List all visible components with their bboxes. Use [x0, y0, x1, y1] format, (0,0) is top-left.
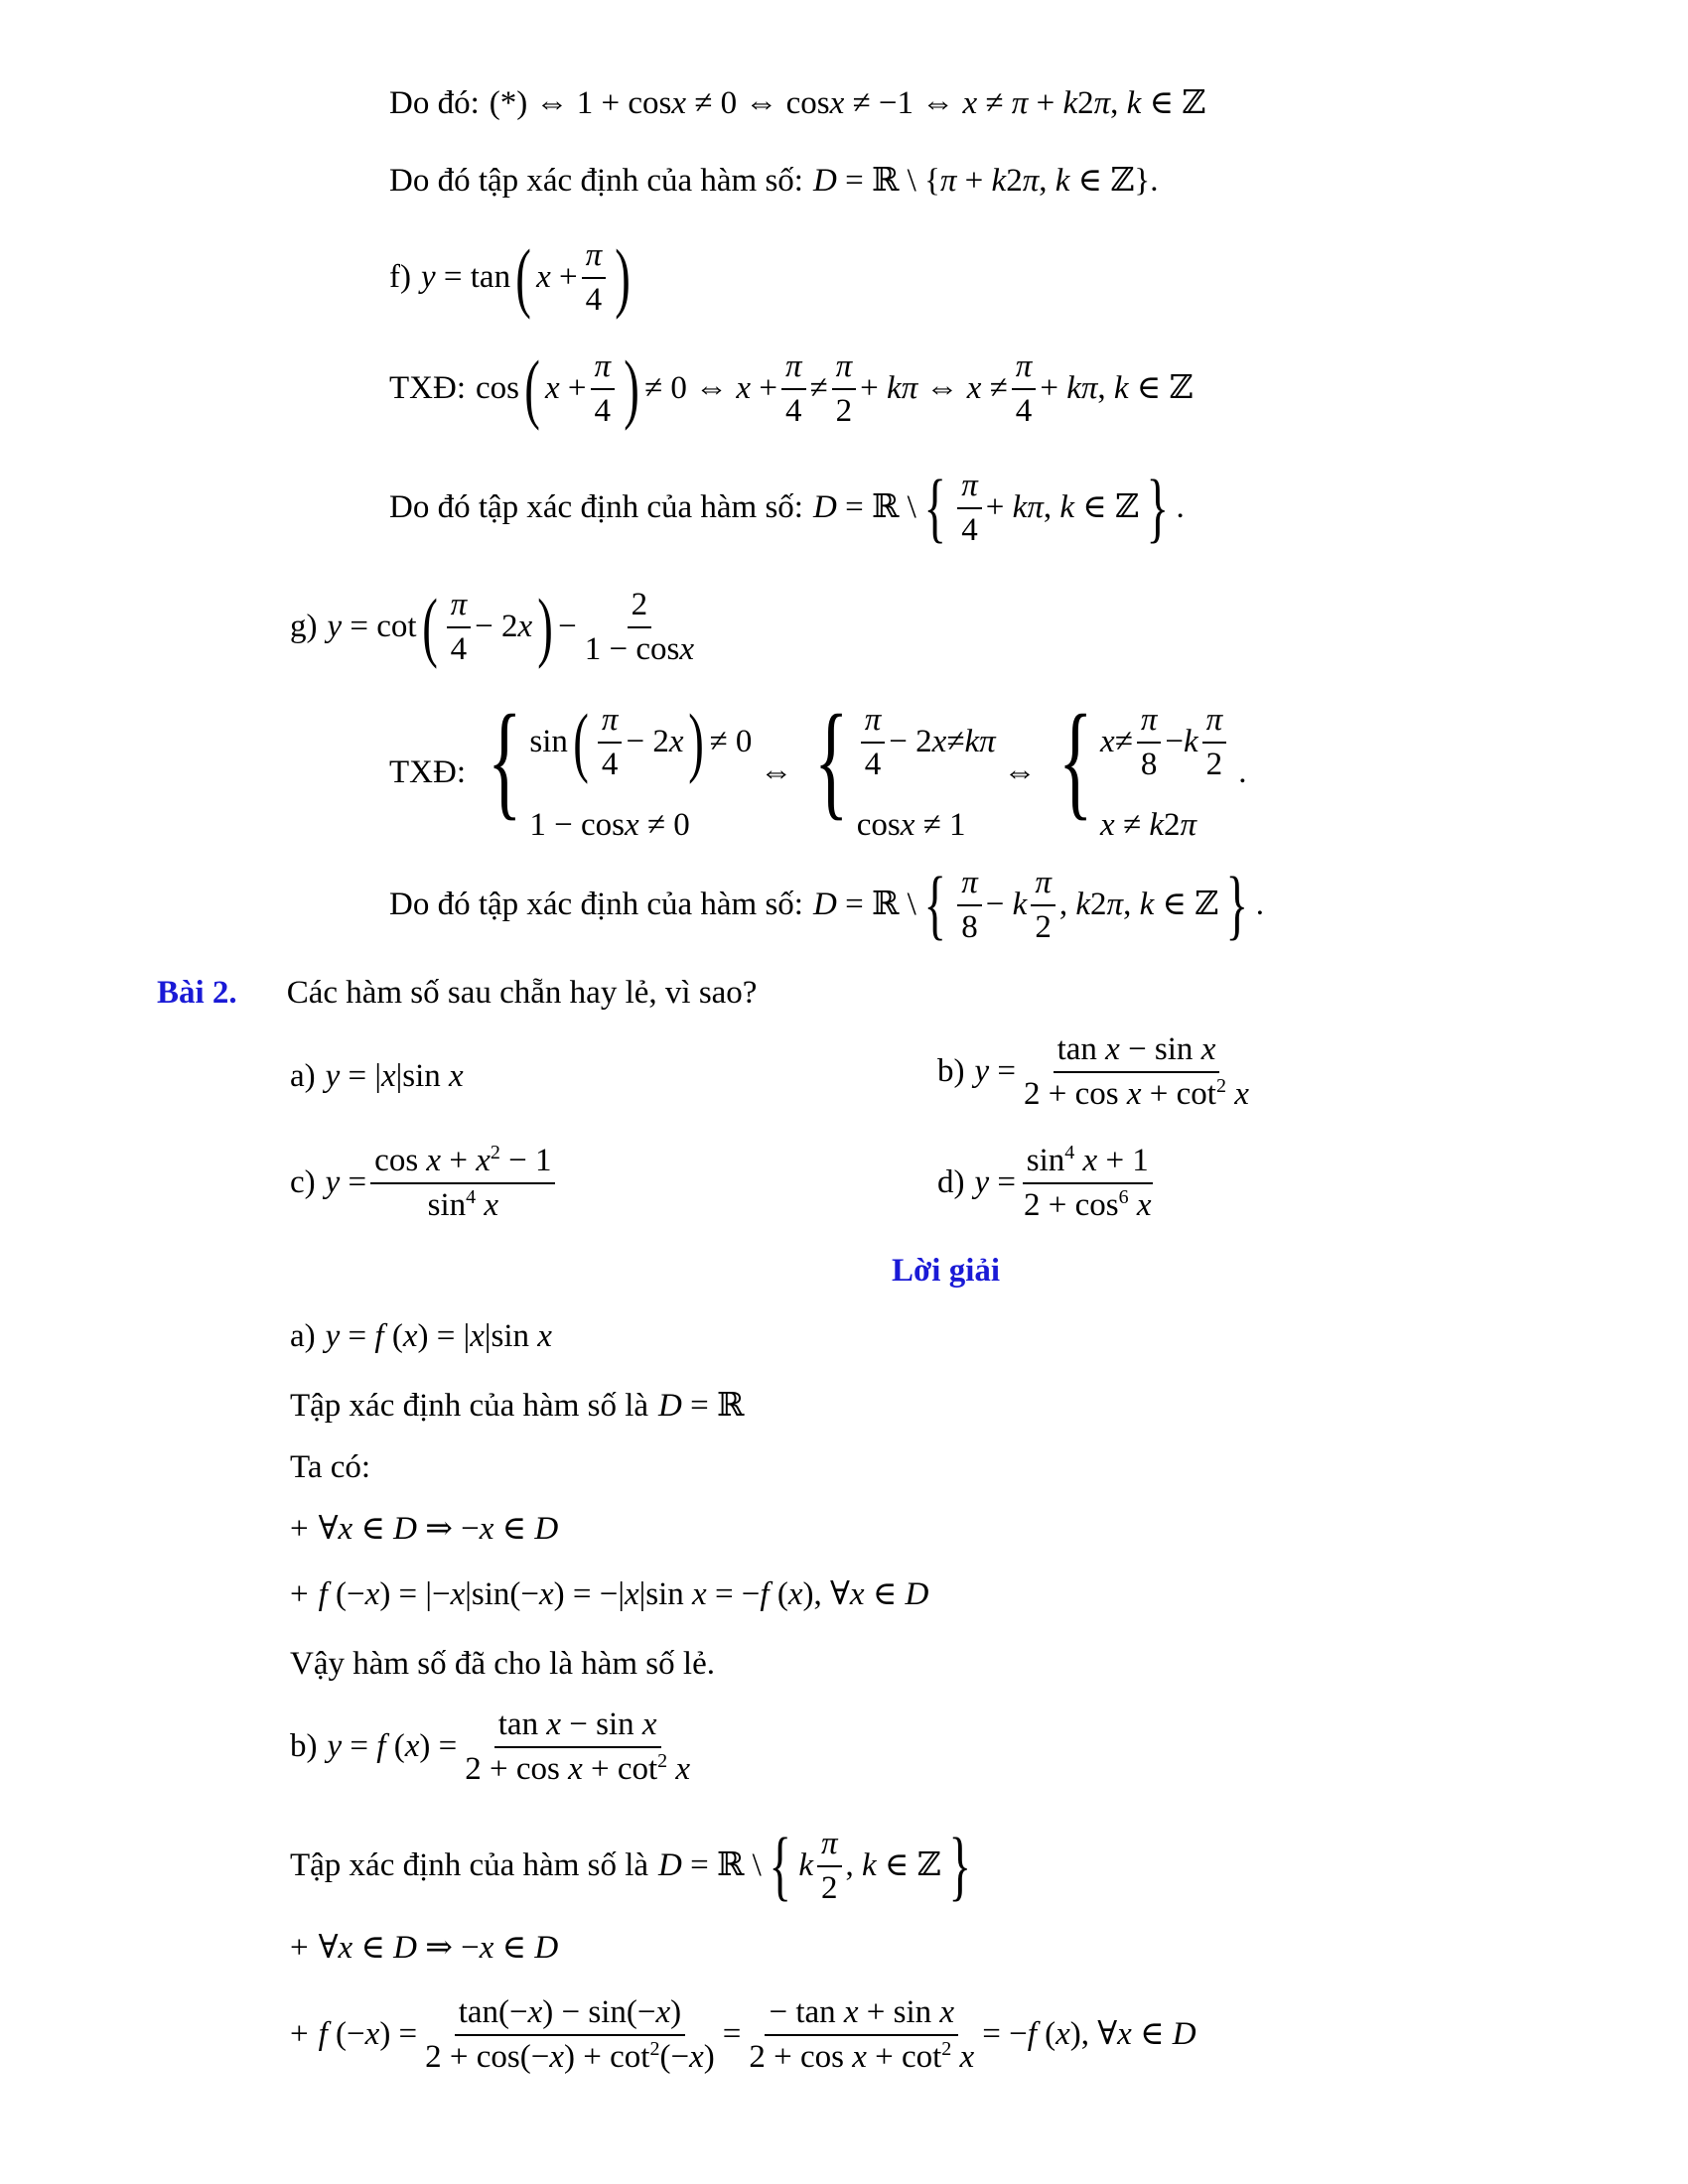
- solution-title: Lời giải: [892, 1253, 1001, 1289]
- txd-label: TXĐ:: [389, 753, 466, 790]
- line-bai-2: [157, 977, 757, 1010]
- exercise-question: Các hàm số sau chẵn hay lẻ, vì sao?: [286, 975, 758, 1011]
- label-a: a): [290, 1058, 316, 1094]
- line-f-function: f) y = tan ( x + $\frac{\pi}{4}$ ): [389, 233, 631, 321]
- label-b: b): [290, 1728, 318, 1765]
- label-f: f): [389, 259, 411, 296]
- ta-co-label: Ta có:: [290, 1449, 371, 1485]
- label-g: g): [290, 609, 318, 645]
- sol-b-def: b) y = f (x) = $\frac{\text{tan x − sin x}}{2 + \cos x + \cot^2 x}$: [290, 1706, 691, 1787]
- system-2: { $\frac{\pi}{4}$ − 2 x ≠ kπ cosx ≠ 1: [814, 689, 996, 844]
- solution-heading: [892, 1255, 1000, 1288]
- domain-label: Tập xác định của hàm số là: [290, 1847, 649, 1884]
- domain-label: Do đó tập xác định của hàm số:: [389, 887, 803, 923]
- plus-bullet: +: [290, 2016, 309, 2053]
- line-domain-e: [389, 165, 1159, 198]
- math-expr: y = tan: [420, 259, 511, 296]
- plus-bullet: +: [290, 1930, 309, 1966]
- system-3: { x ≠ $\frac{\pi}{8}$ − k $\frac{\pi}{2}$ x ≠ k2π: [1045, 703, 1231, 842]
- line-txd-f: TXĐ: cos ( x + $\frac{\pi}{4}$ ) ≠ 0 ⇔ x + $\frac{\pi}{4}$ ≠ $\frac{\pi}{2}$ + kπ ⇔ x ≠ $\frac{\pi}{4}$ + kπ, k ∈ ℤ: [389, 344, 1194, 432]
- sol-b-step1: + ∀x ∈ D ⇒ −x ∈ D: [290, 1930, 559, 1966]
- label-c: c): [290, 1164, 316, 1201]
- domain-label: Do đó tập xác định của hàm số:: [389, 163, 803, 199]
- line-do-do-equivalence: [389, 87, 1205, 120]
- system-1: { sin ( $\frac{\pi}{4}$ − 2 x ) ≠ 0 1 − cosx ≠ 0: [488, 689, 753, 844]
- conclusion: Vậy hàm số đã cho là hàm số lẻ.: [290, 1646, 715, 1682]
- item-d: d) y = $\frac{\sin^4 x + 1}{2 + \cos^6 x}$: [937, 1142, 1152, 1223]
- sol-a-step1: + ∀x ∈ D ⇒ −x ∈ D: [290, 1511, 559, 1547]
- sol-b-domain: Tập xác định của hàm số là D = ℝ \ { k $\frac{\pi}{2}$ , k ∈ ℤ }: [290, 1822, 971, 1909]
- plus-bullet: +: [290, 1576, 309, 1612]
- txd-label: TXĐ:: [389, 370, 466, 407]
- sol-a-def: a) y = f (x) = |x|sin x: [290, 1318, 552, 1354]
- plus-bullet: +: [290, 1511, 309, 1547]
- sol-a-step2: + f (−x) = |−x|sin(−x) = −|x|sin x = −f (x), ∀x ∈ D: [290, 1576, 929, 1612]
- sol-a-domain: Tập xác định của hàm số là D = ℝ: [290, 1388, 745, 1424]
- line-txd-g: TXĐ: { sin ( $\frac{\pi}{4}$ − 2 x ) ≠ 0 1 − cosx ≠ 0 ⇔ { $\frac{\pi}{4}$ − 2 x ≠ kπ cosx ≠ 1 ⇔ { x ≠ $\frac{\pi}{8}$ − k $\frac{\pi}{2}$ x ≠ k2π .: [389, 689, 1247, 844]
- math-expr: D = ℝ \ {π + k2π, k ∈ ℤ}.: [812, 163, 1159, 199]
- line-domain-g: Do đó tập xác định của hàm số: D = ℝ \ { $\frac{\pi}{8}$ − k $\frac{\pi}{2}$ , k2π, k ∈ ℤ } .: [389, 861, 1264, 948]
- domain-label: Tập xác định của hàm số là: [290, 1388, 649, 1424]
- item-c: c) y = $\frac{\cos x + x^2 - 1}{\sin^4 x}$: [290, 1144, 559, 1222]
- sol-a-conclusion: [290, 1648, 715, 1681]
- label-b: b): [937, 1053, 965, 1090]
- line-domain-f: Do đó tập xác định của hàm số: D = ℝ \ { $\frac{\pi}{4}$ + kπ, k ∈ ℤ } .: [389, 464, 1185, 551]
- sol-b-step2: + f (−x) = $\frac{\tan(-x) - \sin(-x)}{2 + \cos(-x) + \cot^2(-x)}$ = $\frac{\text{− tan x + sin x}}{2 + \cos x + \cot^2 x}$ = −f (x), ∀x ∈ D: [290, 1994, 1196, 2075]
- item-a: a) y = |x|sin x: [290, 1058, 464, 1094]
- label-d: d): [937, 1164, 965, 1201]
- domain-label: Do đó tập xác định của hàm số:: [389, 489, 803, 526]
- prefix-do-do: Do đó:: [389, 85, 480, 121]
- sol-a-taco: [290, 1451, 370, 1484]
- exercise-label: Bài 2.: [157, 975, 237, 1011]
- line-g-function: g) y = cot ( $\frac{\pi}{4}$ − 2x ) − $\frac{2}{1 - \cos x}$: [290, 583, 695, 670]
- math-expr: (*) ⇔ 1 + cosx ≠ 0 ⇔ cosx ≠ −1 ⇔ x ≠ π + k2π, k ∈ ℤ: [489, 85, 1206, 121]
- item-b: b) y = $\frac{\text{tan x − sin x}}{2 + \cos x + \cot^2 x}$: [937, 1031, 1249, 1112]
- label-a: a): [290, 1318, 316, 1354]
